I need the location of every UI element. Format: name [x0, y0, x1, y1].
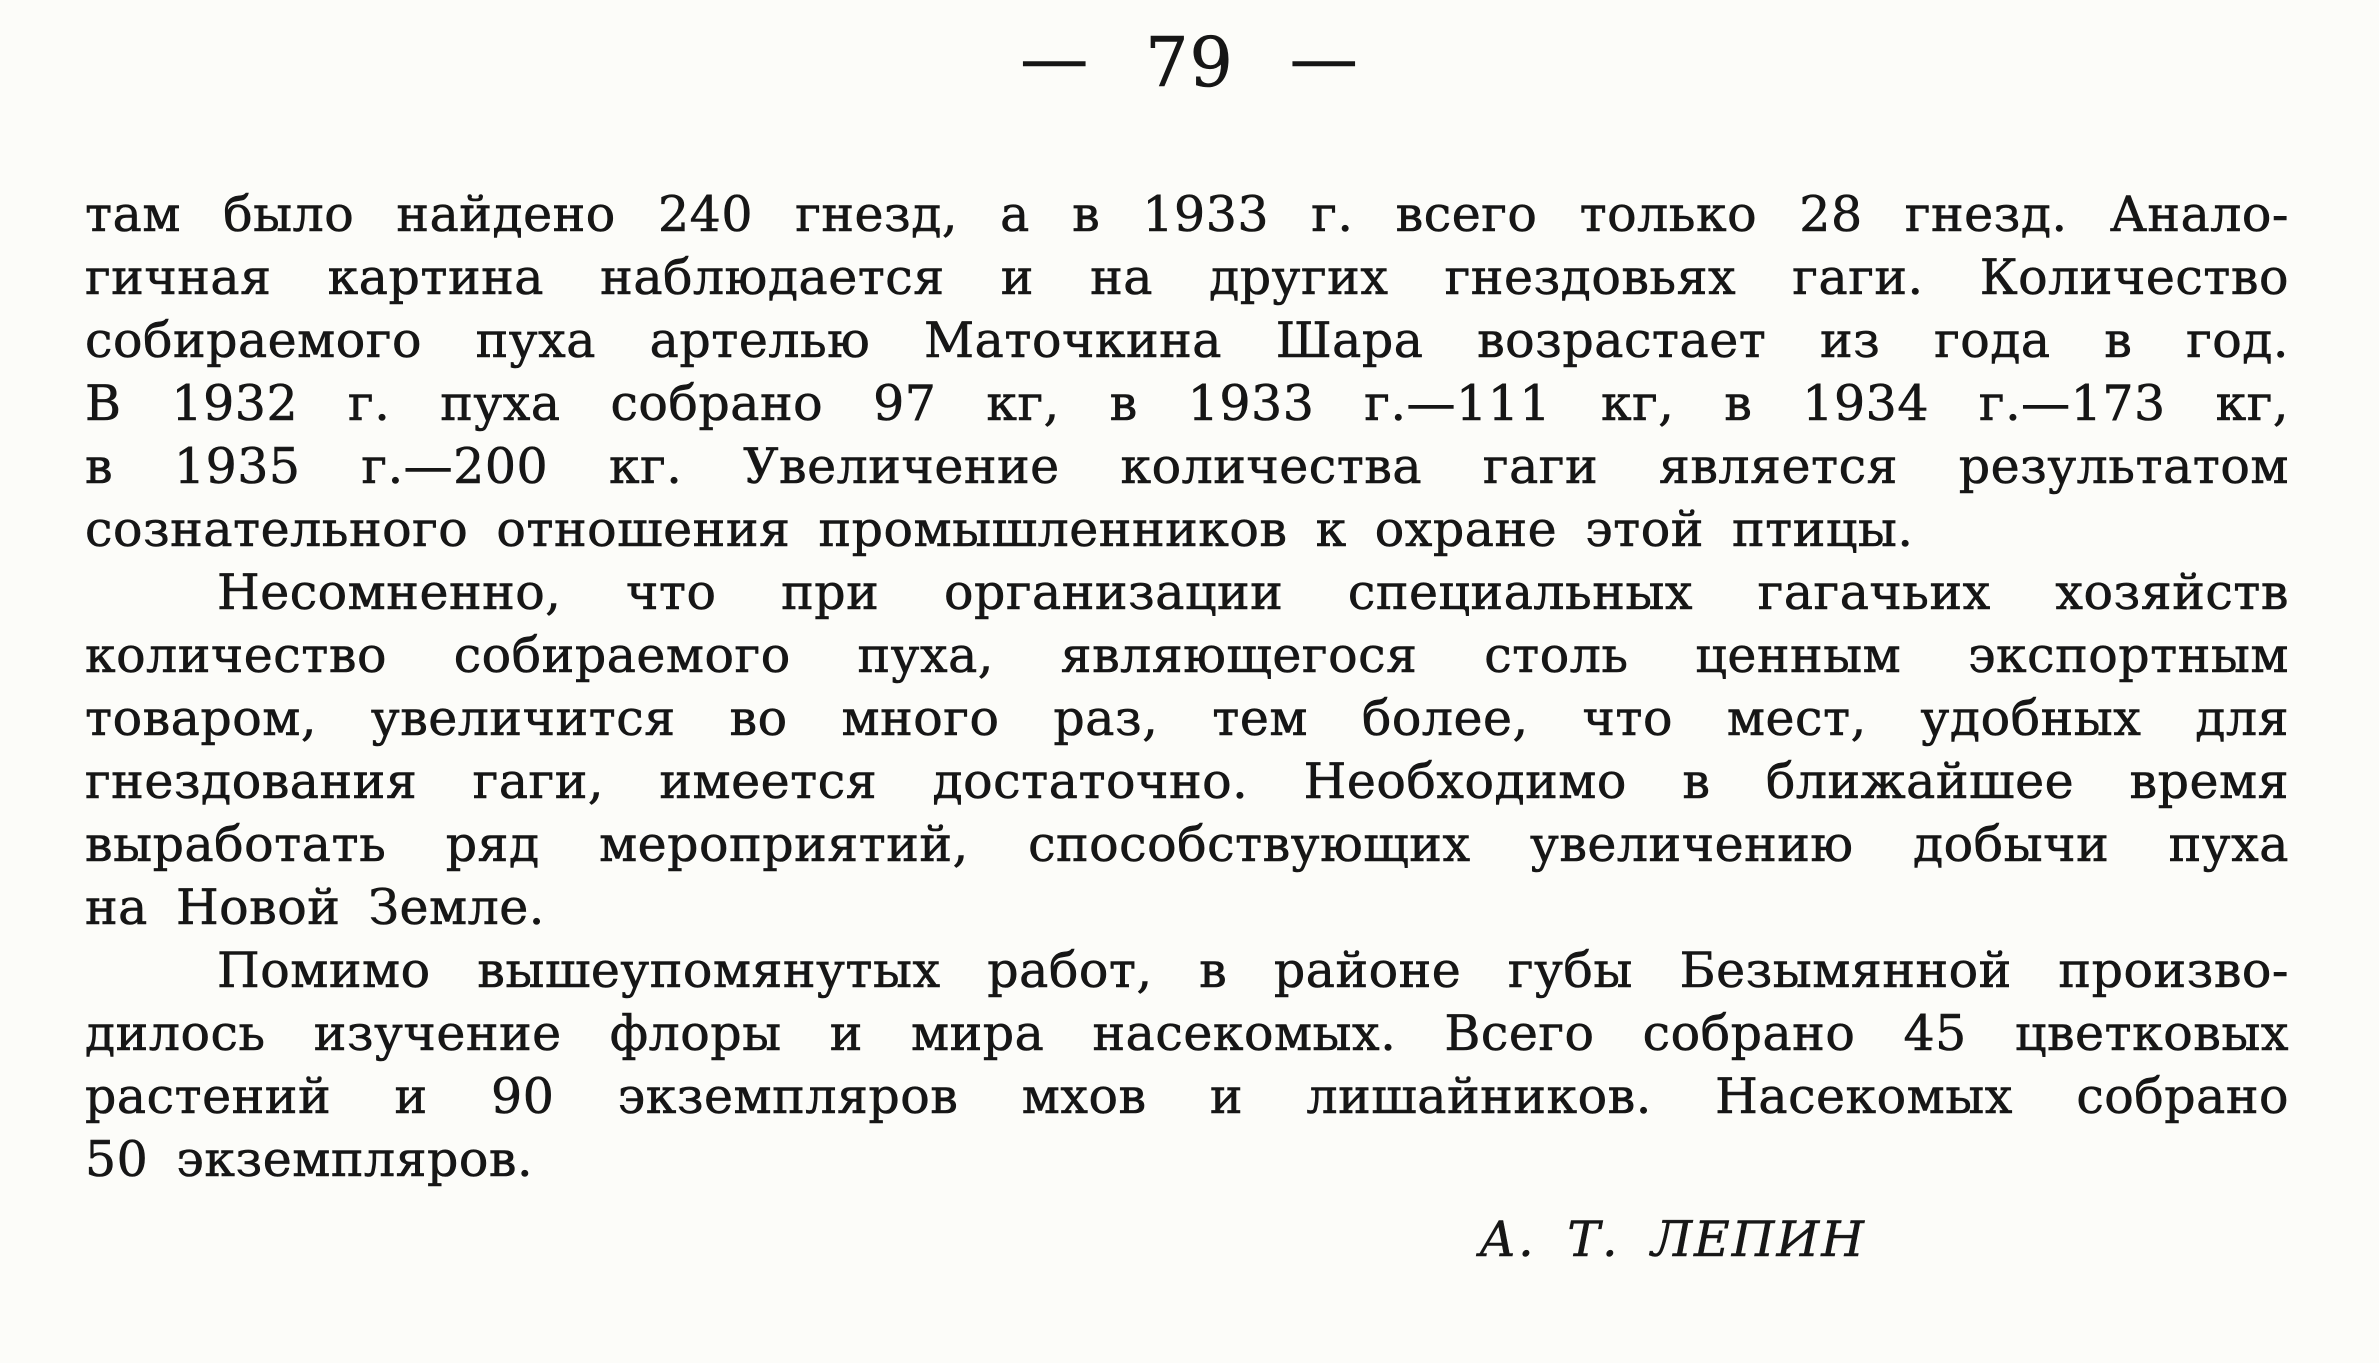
- text-line: собираемого пуха артелью Маточкина Шара возрастает из года в год.: [85, 312, 2289, 369]
- text-line: Несомненно, что при организации специальных гагачьих хозяйств: [217, 564, 2289, 621]
- page-number-dash-left: —: [1020, 20, 1090, 99]
- page-number-value: 79: [1145, 24, 1234, 103]
- page-number: [0, 20, 2379, 103]
- text-line: дилось изучение флоры и мира насекомых. Всего собрано 45 цветковых: [85, 1005, 2289, 1062]
- text-line: количество собираемого пуха, являющегося столь ценным экспортным: [85, 627, 2289, 684]
- text-line: там было найдено 240 гнезд, а в 1933 г. всего только 28 гнезд. Анало-: [85, 186, 2289, 243]
- text-line: Помимо вышеупомянутых работ, в районе губы Безымянной произво-: [217, 942, 2289, 999]
- text-line: в 1935 г.—200 кг. Увеличение количества гаги является результатом: [85, 438, 2289, 495]
- text-line: гичная картина наблюдается и на других гнездовьях гаги. Количество: [85, 249, 2289, 306]
- text-line: гнездования гаги, имеется достаточно. Необходимо в ближайшее время: [85, 753, 2289, 810]
- text-line: В 1932 г. пуха собрано 97 кг, в 1933 г.—111 кг, в 1934 г.—173 кг,: [85, 375, 2289, 432]
- paragraph: [85, 183, 2289, 561]
- text-line: на Новой Земле.: [85, 879, 545, 936]
- page-number-dash-right: —: [1289, 20, 1359, 99]
- text-line: сознательного отношения промышленников к охране этой птицы.: [85, 501, 1914, 558]
- author-signature: А. Т. ЛЕПИН: [1479, 1211, 1866, 1268]
- paragraph: [85, 561, 2289, 939]
- body-text: [85, 183, 2289, 1191]
- paragraph: [85, 939, 2289, 1191]
- text-line: растений и 90 экземпляров мхов и лишайников. Насекомых собрано: [85, 1068, 2289, 1125]
- text-line: выработать ряд мероприятий, способствующих увеличению добычи пуха: [85, 816, 2289, 873]
- text-line: товаром, увеличится во много раз, тем более, что мест, удобных для: [85, 690, 2289, 747]
- text-line: 50 экземпляров.: [85, 1131, 534, 1188]
